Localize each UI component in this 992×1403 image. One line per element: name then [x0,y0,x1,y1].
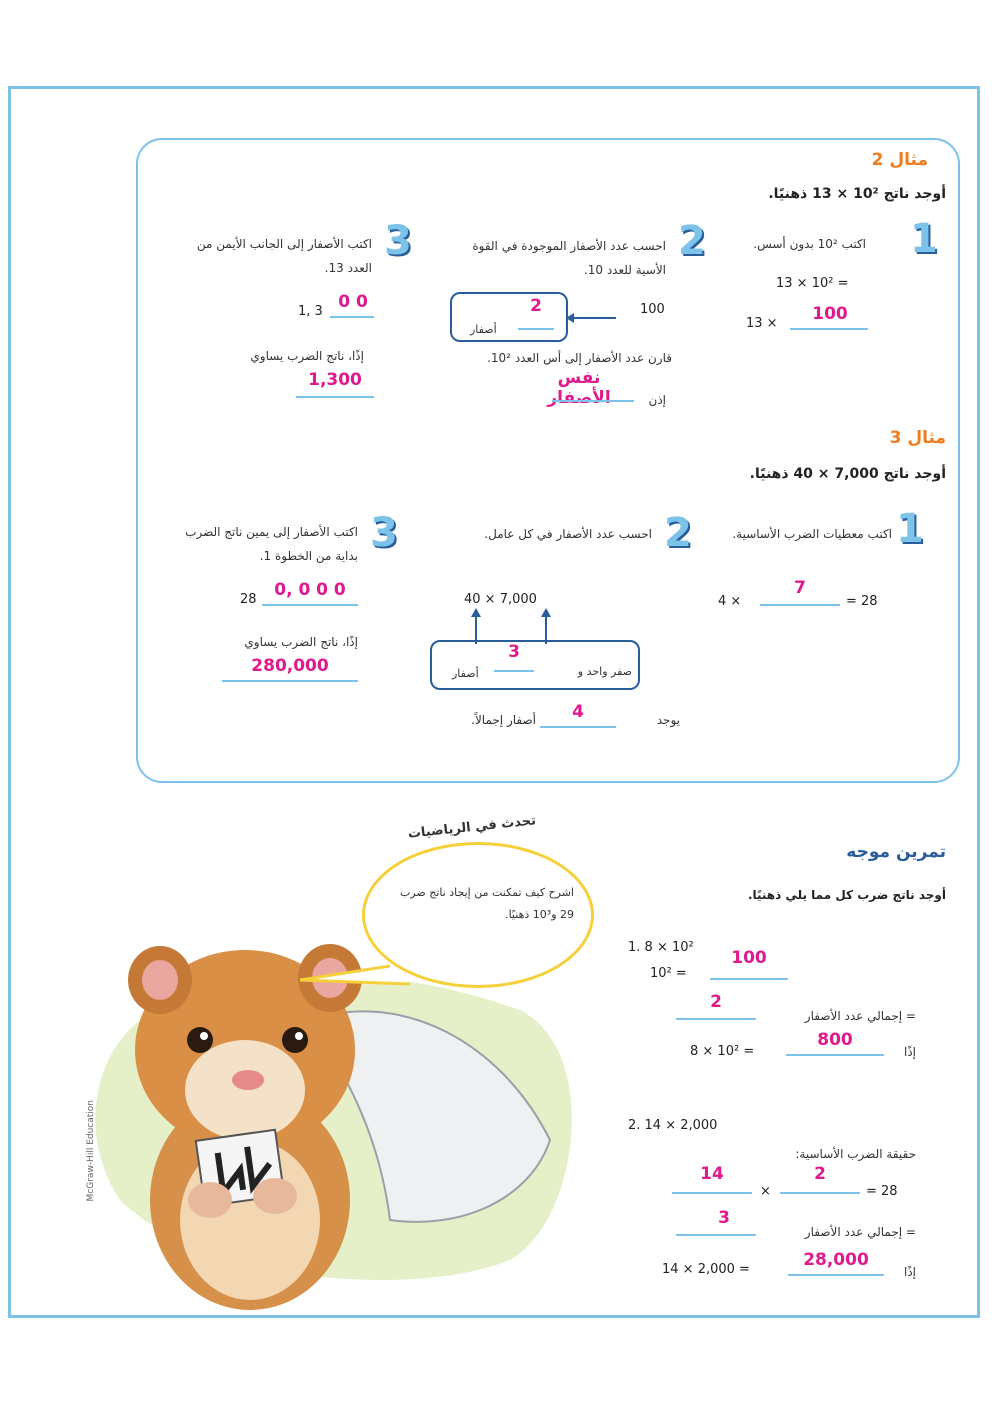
ex2-result-label: إذًا، ناتج الضرب يساوي [250,349,364,363]
q1-line-1 [710,978,788,980]
ex3-step-1-left: 4 × [718,594,742,609]
guided-prompt: أوجد ناتج ضرب كل مما يلي ذهنيًا. [747,888,946,902]
q1-line1: 10² = [650,966,687,981]
example-3-prompt: أوجد ناتج 7,000 × 40 ذهنيًا. [749,466,946,482]
ex3-step-1-answer: 7 [794,578,806,598]
ex3-step-3-text: اكتب الأصفار إلى يمين ناتج الضرب بداية من الخطوة 1. [185,525,358,563]
q1-zeros-label: = إجمالي عدد الأصفار [804,1009,916,1023]
ex3-result-line [222,680,358,682]
q2-line-zeros [676,1234,756,1236]
ex2-step-3-text: اكتب الأصفار إلى الجانب الأيمن من العدد 13. [196,237,372,275]
ex2-zeros-line [330,316,374,318]
q2-line-a [672,1192,752,1194]
ex3-total-label: يوجد [656,713,680,727]
ex3-total-line [540,726,616,728]
ex3-result-label: إذًا، ناتج الضرب يساوي [244,635,358,649]
step-1-number: 1 [896,506,924,552]
ex3-step-3-zeros: 0, 0 0 0 [274,580,346,600]
q2-line [788,1274,884,1276]
arrow-icon [566,310,618,326]
q2-fact-label: حقيقة الضرب الأساسية: [795,1147,916,1161]
example-2-prompt: أوجد ناتج 10² × 13 ذهنيًا. [768,186,946,202]
q1-answer-1: 100 [731,948,767,968]
ex2-box-answer: 2 [530,296,542,316]
q2-answer-a: 14 [700,1164,724,1184]
credit-text: McGraw-Hill Education [86,1100,96,1202]
q1-answer-3: 800 [817,1030,853,1050]
q2-so-label: إذًا [903,1265,916,1279]
ex2-step-1-expr1: 13 × 10² = [776,276,849,291]
q2-answer-zeros: 3 [718,1208,730,1228]
ex3-total-suffix: أصفار إجمالاً. [471,713,536,727]
ex2-step-2-text: احسب عدد الأصفار الموجودة في القوة الأسية للعدد 10. [472,239,666,277]
ex2-compare-text: قارن عدد الأصفار إلى أس العدد 10². [487,351,672,365]
ex2-box-label: أصفار [470,323,497,336]
step-2-number: 2 [664,510,692,556]
up-arrows-icon [466,608,556,644]
q1-line-2 [676,1018,756,1020]
ex3-step-2-text: احسب عدد الأصفار في كل عامل. [484,527,652,541]
ex2-step-1-text: اكتب 10² بدون أسس. [753,237,866,251]
q2-label: 2. 14 × 2,000 [628,1118,718,1133]
ex3-step-2-expr: 40 × 7,000 [464,592,537,607]
q1-answer-2: 2 [710,992,722,1012]
q2-line-b [780,1192,860,1194]
step-3-number: 3 [370,510,398,556]
ex3-box-label-2: أصفار [452,667,479,680]
ex3-total-answer: 4 [572,702,584,722]
q1-so-label: إذًا [903,1045,916,1059]
ex2-step-1-answer: 100 [812,304,848,324]
step-2-number: 2 [678,218,706,264]
ex3-step-3-digits: 28 [240,592,257,607]
ex3-box-answer: 3 [508,642,520,662]
ex2-box-line [518,328,554,330]
ex2-result-line [296,396,374,398]
step-1-number: 1 [910,216,938,262]
ex2-so-label: إذن [648,393,666,407]
example-2-title: مثال 2 [871,150,928,170]
ex2-step-2-value: 100 [640,302,665,317]
ex3-step-1-line [760,604,840,606]
ex2-so-line [552,400,634,402]
bubble-title: تحدث في الرياضيات [407,813,537,842]
bubble-text: اشرح كيف تمكنت من إيجاد ناتج ضرب 29 و10³ ذهنيًا. [399,886,574,921]
ex2-step-1-answer-line [790,328,868,330]
q1-label: 1. 8 × 10² [628,940,694,955]
q1-expr3: 8 × 10² = [690,1044,755,1059]
ex3-step-1-text: اكتب معطيات الضرب الأساسية. [732,527,892,541]
q2-zeros-label: = إجمالي عدد الأصفار [804,1225,916,1239]
ex3-box-line [494,670,534,672]
ex2-result: 1,300 [308,370,362,390]
ex3-zeros-line [262,604,358,606]
ex2-same-zeros-answer: نفس الأصفار [547,368,611,408]
q2-eq: = 28 [866,1184,898,1199]
ex2-step-1-expr2: 13 × [746,316,778,331]
ex2-step-3-zeros: 0 0 [338,292,368,312]
bubble-tail-icon [300,960,420,1010]
guided-title: تمرين موجه [846,842,946,862]
example-3-title: مثال 3 [889,428,946,448]
ex3-box-label: صفر واحد و [577,665,632,678]
q1-line-3 [786,1054,884,1056]
q2-answer-b: 2 [814,1164,826,1184]
ex2-step-3-digits: 1, 3 [298,304,323,319]
q2-expr: 14 × 2,000 = [662,1262,750,1277]
ex3-step-1-right: = 28 [846,594,878,609]
step-3-number: 3 [384,218,412,264]
ex3-result: 280,000 [251,656,329,676]
q2-answer: 28,000 [803,1250,869,1270]
q2-times: × [760,1184,771,1199]
